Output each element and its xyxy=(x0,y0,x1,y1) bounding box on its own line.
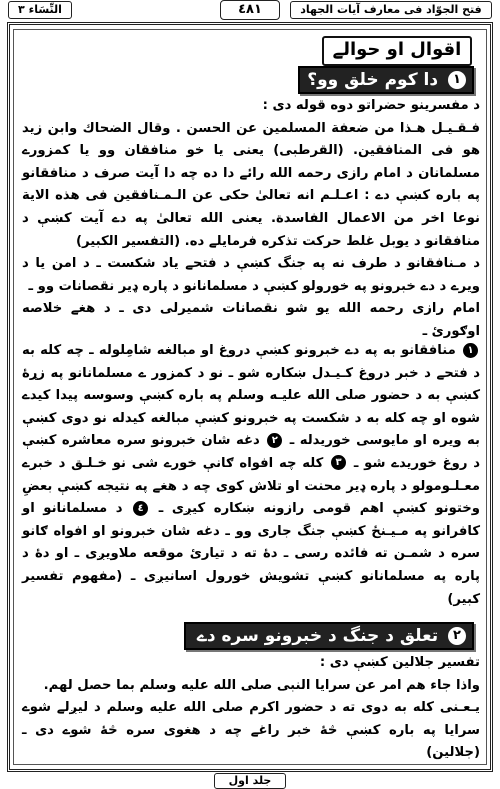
page-header xyxy=(8,0,492,20)
section-title-1: دا کوم خلق وو؟ xyxy=(307,70,439,90)
page-title: اقوال او حوالے xyxy=(322,36,472,66)
paragraph-rumors: د مـنافقانو د طرف نه په جنگ کښې د فتحے یاد شکست ـ د امن یا د ویرے د دے خبرونو په خورولو کښې د مسلمانانو د پاره ډیر نقصانات وو ـ xyxy=(22,256,480,294)
harms-paragraph xyxy=(22,340,480,611)
marker-3: ٣ xyxy=(331,455,346,470)
paragraph-jalalain-intro: تفسير جلالين کښې دی : xyxy=(319,655,480,670)
section-heading-1 xyxy=(298,66,474,94)
section-number-1: ١ xyxy=(448,71,466,89)
marker-4: ٤ xyxy=(133,501,148,516)
section-title-2: تعلق د جنگ د خبرونو سره دے xyxy=(196,626,439,646)
paragraph-explanation: یـعـنی کله به دوی ته د حضور اکرم صلی الله علیه وسلم د لیږلے شوے سرایا په باره کښې څهٔ خبر راغے چه د هغوی سره څهٔ شوے دی ـ (جلالین) xyxy=(22,700,480,761)
paragraph-quote: فـقـيـل هـذا من ضعفة المسلمين عن الحسن . وقال الضحاك وابن زيد هو فی المنافقين. (القرطبی) یعنی یا خو منافقان وو یا کمزورے مسلمانان د امام رازی رحمه الله رائے دا ده چه دا آیت صرف د منافقانو په باره کښې دے : اعـلـم انه تعالیٰ حکی عن الـمـنافقين فی هذه الاية نوعا اخر من الاعمال الفاسدة. یعنی الله تعالیٰ په دے آیت کښې د منافقانو د یوبل غلط حرکت تذکره فرمایلے ده. (التفسير الكبير) xyxy=(22,120,480,249)
section-heading-2 xyxy=(184,622,474,650)
harm-1: منافقانو به په دے خبرونو کښې دروغ او مبالغه شامِلوله ـ چه کله به د فتحے د خبر دروغ کـیـدل ښکاره شو ـ نو د کمزور ے مسلمانانو په زړهٔ کښې به د حضور صلی الله علیـه وسلم په باره کښې وسوسه پیدا کیدے شوه او چه کله به د شکست په خبرونو کښې مبالغه کیدله نو دوی کښې به ویره او مایوسی خوریدله ـ xyxy=(22,343,480,449)
section-number-2: ٢ xyxy=(448,627,466,645)
page-number: ٤٨١ xyxy=(220,0,280,20)
section-1-body xyxy=(22,95,480,339)
volume-label: جلد اول xyxy=(214,773,286,789)
paragraph-razi: امام رازی رحمه الله یو شو نقصانات شمیرلی دی ـ د هغے خلاصه اوګورئ ـ xyxy=(22,301,480,339)
marker-2: ٢ xyxy=(267,433,282,448)
harms-list xyxy=(22,340,480,610)
marker-1: ١ xyxy=(463,343,478,358)
harm-2: دغه شان خبرونو سره معاشره کښې د روغ خوریدے شو ـ xyxy=(22,433,481,471)
harm-3: کله چه افواه ګانې خورے شی نو خـلـق د خبرے معـلـومولو د پاره ډیر محنت او تلاش کوی چه د هغے په نتیجه کښې بعضِ وختونو کښې اهم قومی رازونه ښکاره کیږی ـ xyxy=(22,455,480,517)
paragraph-intro: د مفسرینو حضراتو دوه قوله دی : xyxy=(262,98,480,113)
surah-label: النِّسَاء ٣ xyxy=(8,1,72,19)
section-2-body xyxy=(22,652,480,767)
paragraph-arabic-quote: واذا جاء هم امر عن سرايا النبی صلی الله عليه وسلم بما حصل لهم. xyxy=(43,677,480,693)
harm-4: د مسلمانانو او کافرانو په مـیـنځ کښې جنگ جاری وو ـ دغه شان خبرونو او افواه ګانو سره د شمـن ته فائده رسی ـ دهٔ ته د تیاریٔ موقعه ملاویږی ـ او دهٔ د پاره په مسلمانانو کښې تشویش خورول اسانیږی ـ (مفهوم تفسیر کبیر) xyxy=(22,501,480,607)
book-title: فتح الجوّاد فی معارف آیات الجهاد xyxy=(290,1,492,19)
